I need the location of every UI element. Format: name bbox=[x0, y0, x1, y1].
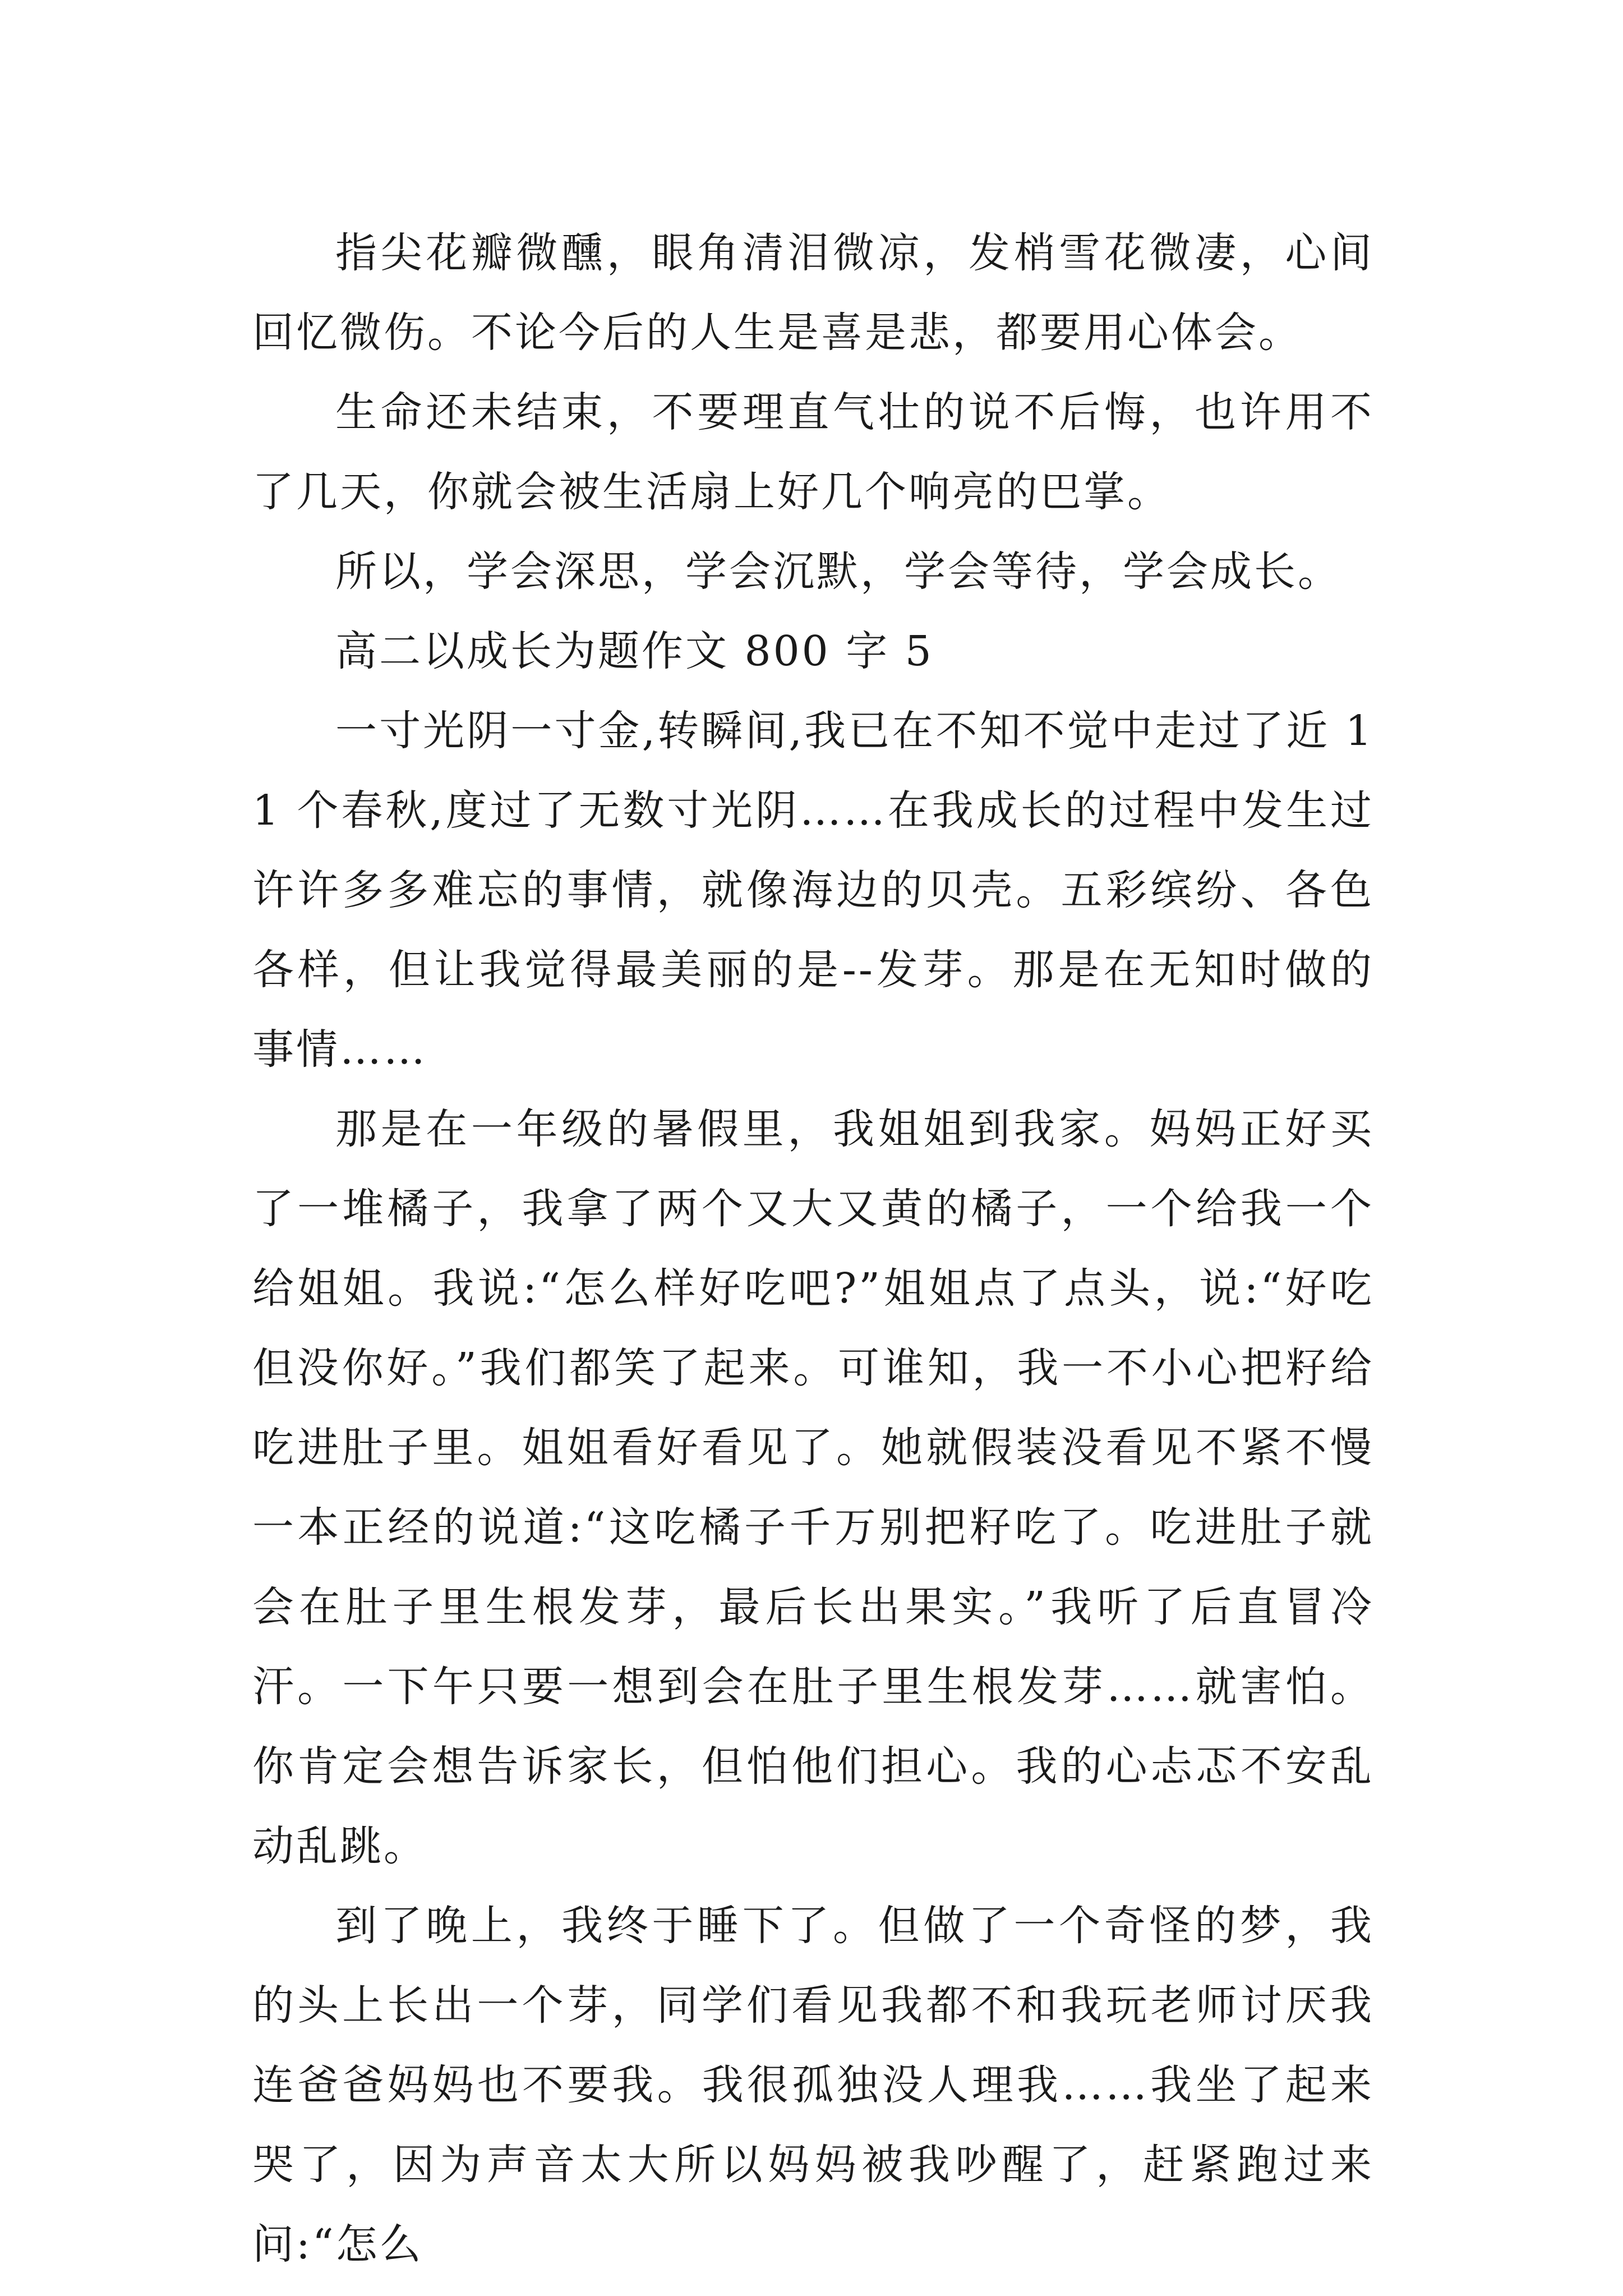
paragraph-1: 指尖花瓣微醺，眼角清泪微凉，发梢雪花微凄，心间回忆微伤。不论今后的人生是喜是悲，都要用心体会。 bbox=[252, 229, 1374, 357]
document-body bbox=[252, 213, 1374, 2284]
essay-paragraph-1: 一寸光阴一寸金,转瞬间,我已在不知不觉中走过了近 11 个春秋,度过了无数寸光阴……在我成长的过程中发生过许许多多难忘的事情，就像海边的贝壳。五彩缤纷、各色各样，但让我觉得最美丽的是--发芽。那是在无知时做的事情…… bbox=[252, 707, 1374, 1074]
essay-paragraph-2: 那是在一年级的暑假里，我姐姐到我家。妈妈正好买了一堆橘子，我拿了两个又大又黄的橘子，一个给我一个给姐姐。我说:“怎么样好吃吧?”姐姐点了点头，说:“好吃但没你好。”我们都笑了起来。可谁知，我一不小心把籽给吃进肚子里。姐姐看好看见了。她就假装没看见不紧不慢一本正经的说道:“这吃橘子千万别把籽吃了。吃进肚子就会在肚子里生根发芽，最后长出果实。”我听了后直冒冷汗。一下午只要一想到会在肚子里生根发芽……就害怕。你肯定会想告诉家长，但怕他们担心。我的心忐忑不安乱动乱跳。 bbox=[252, 1105, 1374, 1870]
paragraph-2: 生命还未结束，不要理直气壮的说不后悔，也许用不了几天，你就会被生活扇上好几个响亮的巴掌。 bbox=[252, 388, 1374, 516]
essay-paragraph-3: 到了晚上，我终于睡下了。但做了一个奇怪的梦，我的头上长出一个芽，同学们看见我都不和我玩老师讨厌我连爸爸妈妈也不要我。我很孤独没人理我……我坐了起来哭了，因为声音太大所以妈妈被我吵醒了，赶紧跑过来问:“怎么 bbox=[252, 1902, 1374, 2269]
essay-heading: 高二以成长为题作文 800 字 5 bbox=[335, 627, 934, 675]
paragraph-3: 所以，学会深思，学会沉默，学会等待，学会成长。 bbox=[335, 547, 1341, 596]
